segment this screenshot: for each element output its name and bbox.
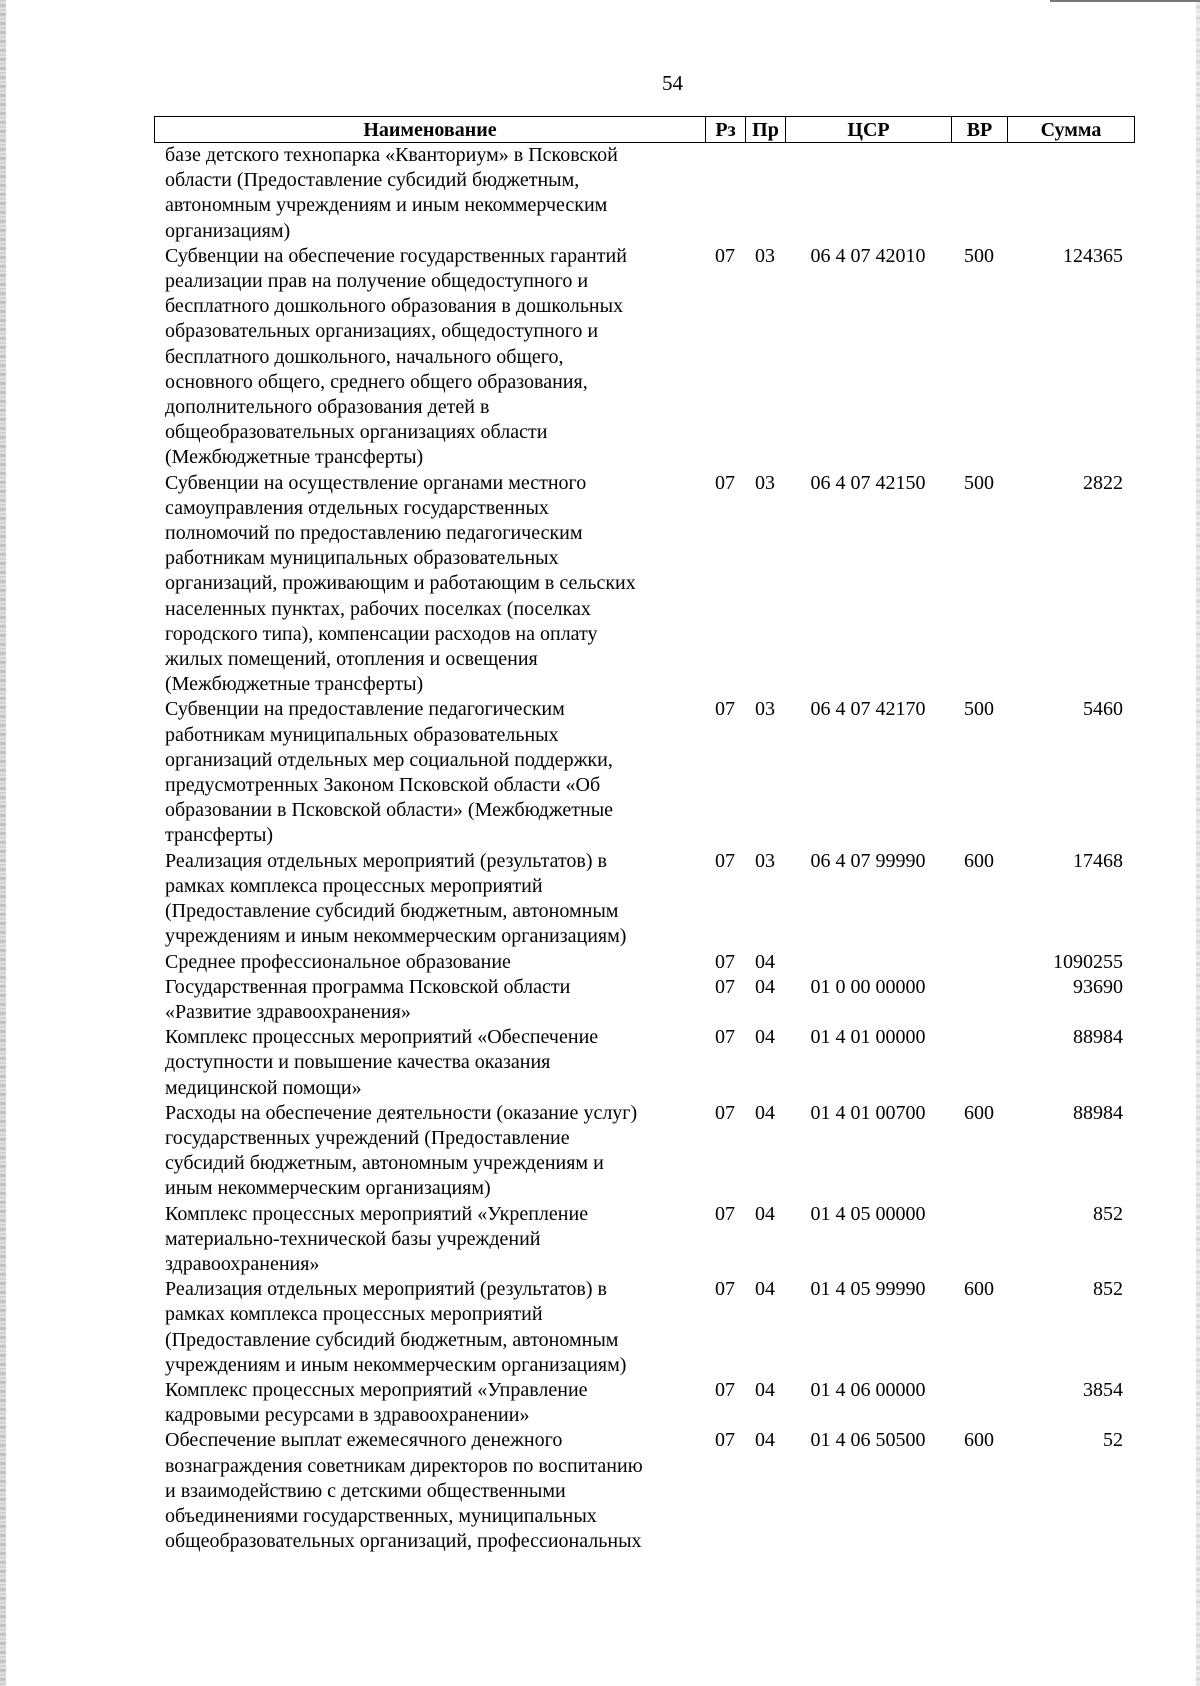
- row-csr: [785, 950, 951, 975]
- row-vr: [951, 1378, 1007, 1428]
- row-rz: [705, 143, 745, 244]
- row-pr: 04: [755, 1026, 775, 1049]
- row-name: Расходы на обеспечение деятельности (оказание услуг) государственных учреждений (Предоставление субсидий бюджетным, автономным учреждениям и иным некоммерческим организациям): [165, 1101, 638, 1200]
- row-name: Субвенции на осуществление органами местного самоуправления отдельных государственных полномочий по предоставлению педагогическим работникам муниципальных образовательных организаций, проживающим и работающим в сельских населенных пунктах, рабочих поселках (поселках городского типа), компенсации расходов на оплату жилых помещений, отопления и освещения (Межбюджетные трансферты): [165, 471, 636, 696]
- row-name: Реализация отдельных мероприятий (результатов) в рамках комплекса процессных мероприятий (Предоставление субсидий бюджетным, автономным учреждениям и иным некоммерческим организациям): [165, 1278, 627, 1376]
- row-vr: [951, 1025, 1007, 1101]
- row-csr: 01 4 05 00000: [810, 1202, 926, 1225]
- table-row: [165, 143, 1135, 244]
- table-row: [165, 975, 1135, 1025]
- row-name: Субвенции на предоставление педагогическим работникам муниципальных образовательных организаций отдельных мер социальной поддержки, предусмотренных Законом Псковской области «Об образовании в Псковской области» (Межбюджетные трансферты): [165, 698, 614, 847]
- row-vr: 600: [964, 1278, 994, 1301]
- row-pr: 04: [755, 950, 775, 973]
- table-row: [165, 244, 1135, 471]
- row-vr: [951, 950, 1007, 975]
- row-pr: 03: [755, 244, 775, 267]
- row-sum: [1007, 143, 1135, 244]
- row-csr: 01 0 00 00000: [810, 975, 926, 998]
- row-vr: 600: [964, 1429, 994, 1452]
- row-sum: 124365: [1063, 244, 1123, 267]
- row-rz: 07: [715, 950, 735, 973]
- row-sum: 88984: [1073, 1026, 1123, 1049]
- row-pr: 04: [755, 1202, 775, 1225]
- page-number: 54: [662, 71, 683, 95]
- scan-edge-left: [0, 0, 6, 1686]
- row-pr: 04: [755, 1429, 775, 1452]
- row-name: Комплекс процессных мероприятий «Управление кадровыми ресурсами в здравоохранении»: [165, 1378, 588, 1427]
- row-name: Среднее профессиональное образование: [165, 950, 511, 973]
- row-vr: 500: [964, 698, 994, 721]
- row-vr: [951, 143, 1007, 244]
- row-pr: [745, 143, 785, 244]
- table-row: [165, 1428, 1135, 1554]
- row-vr: 500: [964, 471, 994, 494]
- table-row: [165, 1378, 1135, 1428]
- row-name: Комплекс процессных мероприятий «Укрепление материально-технической базы учреждений здравоохранения»: [165, 1202, 589, 1275]
- row-sum: 17468: [1073, 849, 1123, 872]
- row-rz: 07: [715, 1026, 735, 1049]
- header-sum: Сумма: [1040, 118, 1102, 141]
- row-sum: 1090255: [1053, 950, 1123, 973]
- row-csr: 01 4 05 99990: [810, 1278, 926, 1301]
- row-pr: 04: [755, 1101, 775, 1124]
- table-row: [165, 849, 1135, 950]
- row-rz: 07: [715, 1429, 735, 1452]
- row-sum: 852: [1093, 1202, 1123, 1225]
- row-pr: 04: [755, 1278, 775, 1301]
- row-sum: 52: [1103, 1429, 1123, 1452]
- row-sum: 852: [1093, 1278, 1123, 1301]
- row-name: Комплекс процессных мероприятий «Обеспечение доступности и повышение качества оказания медицинской помощи»: [165, 1026, 599, 1099]
- row-name: Реализация отдельных мероприятий (результатов) в рамках комплекса процессных мероприятий (Предоставление субсидий бюджетным, автономным учреждениям и иным некоммерческим организациям): [165, 849, 627, 948]
- row-rz: 07: [715, 698, 735, 721]
- row-pr: 03: [755, 471, 775, 494]
- row-pr: 03: [755, 849, 775, 872]
- row-rz: 07: [715, 1378, 735, 1401]
- row-csr: 01 4 06 50500: [810, 1429, 926, 1452]
- row-name: Субвенции на обеспечение государственных гарантий реализации прав на получение общедоступного и бесплатного дошкольного образования в дошкольных образовательных организациях, общедоступного и бесплатного дошкольного, начального общего, основного общего, среднего общего образования, дополнительного образования детей в общеобразовательных организациях области (Межбюджетные трансферты): [165, 244, 627, 469]
- header-vr: ВР: [952, 117, 1008, 142]
- header-name: Наименование: [155, 117, 706, 142]
- row-vr: [951, 1202, 1007, 1278]
- header-rz: Рз: [706, 117, 746, 142]
- row-sum: 93690: [1073, 975, 1123, 998]
- row-sum: 88984: [1073, 1101, 1123, 1124]
- row-vr: 600: [964, 1101, 994, 1124]
- row-csr: 06 4 07 42150: [810, 471, 926, 494]
- row-csr: 06 4 07 99990: [810, 849, 926, 872]
- row-sum: 3854: [1083, 1378, 1123, 1401]
- row-name: Обеспечение выплат ежемесячного денежного вознаграждения советникам директоров по воспитанию и взаимодействию с детскими общественными объединениями государственных, муниципальных общеобразовательных организаций, профессиональных: [165, 1429, 643, 1553]
- row-csr: 01 4 01 00000: [810, 1026, 926, 1049]
- table-row: [165, 471, 1135, 698]
- table-row: [165, 950, 1135, 975]
- row-pr: 04: [755, 975, 775, 998]
- scan-top-edge: [1050, 0, 1200, 2]
- row-csr: 06 4 07 42170: [810, 698, 926, 721]
- row-rz: 07: [715, 471, 735, 494]
- row-vr: 500: [964, 244, 994, 267]
- row-vr: 600: [964, 849, 994, 872]
- row-rz: 07: [715, 849, 735, 872]
- row-pr: 04: [755, 1378, 775, 1401]
- row-rz: 07: [715, 244, 735, 267]
- table-row: [165, 697, 1135, 848]
- row-csr: 01 4 06 00000: [810, 1378, 926, 1401]
- table-row: [165, 1025, 1135, 1101]
- table-row: [165, 1101, 1135, 1202]
- header-csr: ЦСР: [786, 117, 952, 142]
- table-header: [154, 116, 1135, 143]
- scan-edge-right: [1196, 0, 1200, 1686]
- row-csr: [785, 143, 951, 244]
- table-body: [165, 143, 1135, 1554]
- row-rz: 07: [715, 1278, 735, 1301]
- row-csr: 06 4 07 42010: [810, 244, 926, 267]
- row-rz: 07: [715, 1202, 735, 1225]
- row-sum: 5460: [1083, 698, 1123, 721]
- row-name: Государственная программа Псковской области «Развитие здравоохранения»: [165, 975, 571, 1023]
- table-row: [165, 1277, 1135, 1378]
- table-row: [165, 1202, 1135, 1278]
- row-name: базе детского технопарка «Кванториум» в Псковской области (Предоставление субсидий бюджетным, автономным учреждениям и иным некоммерческим организациям): [165, 144, 618, 242]
- row-rz: 07: [715, 1101, 735, 1124]
- row-pr: 03: [755, 698, 775, 721]
- row-vr: [951, 975, 1007, 1025]
- header-pr: Пр: [746, 117, 786, 142]
- row-csr: 01 4 01 00700: [810, 1101, 926, 1124]
- row-sum: 2822: [1083, 471, 1123, 494]
- row-rz: 07: [715, 975, 735, 998]
